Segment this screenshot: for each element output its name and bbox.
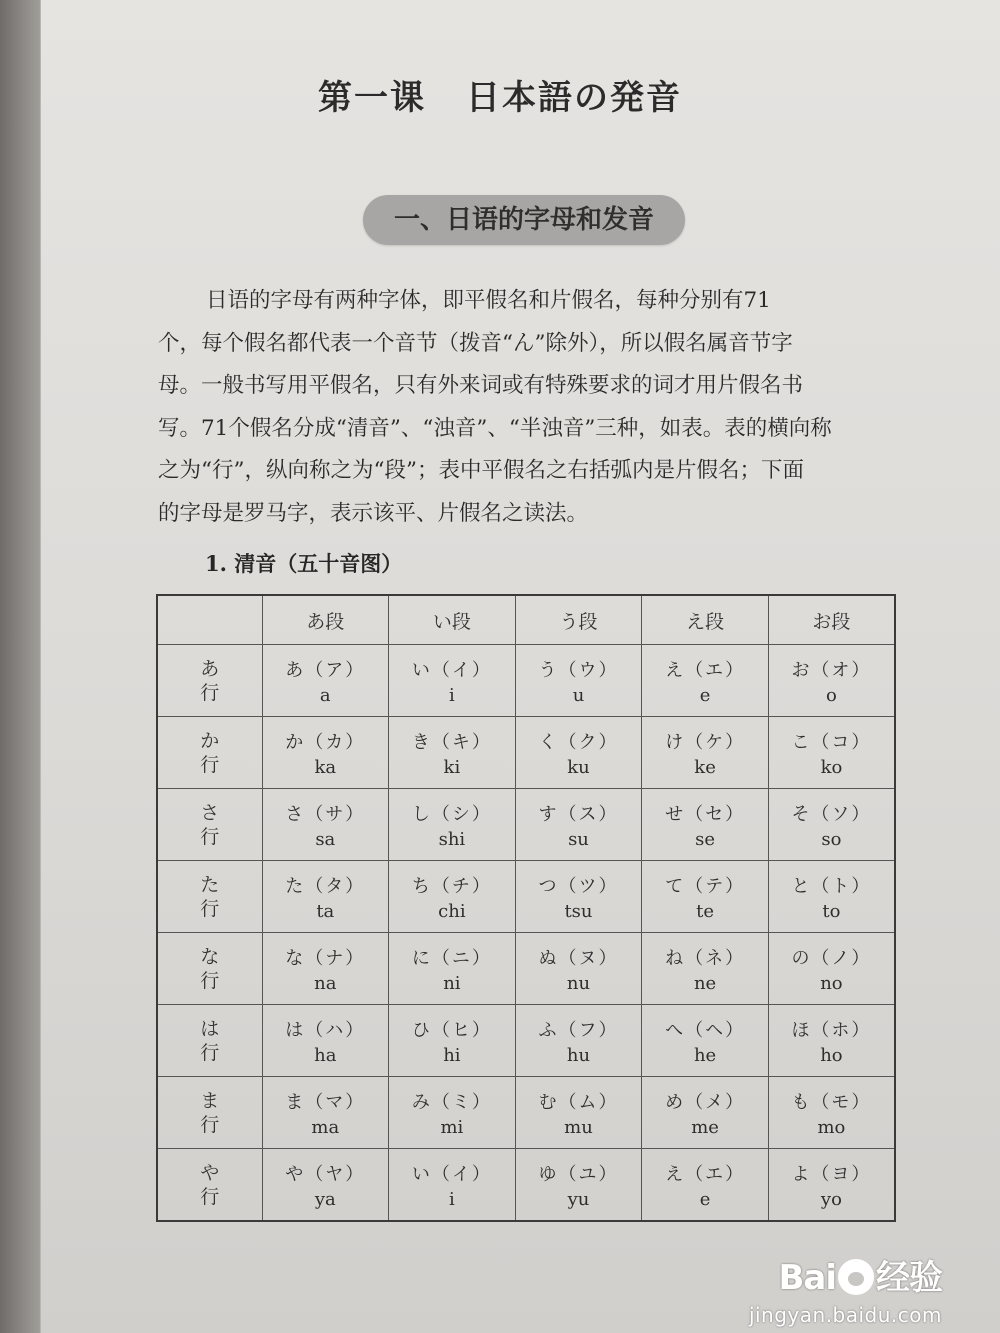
- kana-cell: [389, 1077, 516, 1149]
- kana-cell: [515, 1005, 642, 1077]
- kana-text: に（ニ）: [411, 947, 492, 969]
- kana-cell: [389, 645, 516, 717]
- romaji-text: e: [699, 1188, 711, 1210]
- kana-text: さ（サ）: [285, 803, 366, 825]
- column-header: う段: [515, 595, 642, 645]
- kana-cell: [642, 1005, 769, 1077]
- kana-cell: [642, 1149, 769, 1222]
- kana-cell: [262, 717, 389, 789]
- row-label-char: は: [200, 1017, 220, 1040]
- section-heading: 一、日语的字母和发音: [363, 195, 685, 245]
- kana-text: け（ケ）: [665, 731, 746, 753]
- paragraph-line: 个，每个假名都代表一个音节（拨音“ん”除外），所以假名属音节字: [158, 330, 793, 356]
- kana-text: う（ウ）: [538, 659, 619, 681]
- row-label-char: 行: [200, 1185, 220, 1208]
- kana-cell: [642, 645, 769, 717]
- kana-cell: [262, 1077, 389, 1149]
- kana-text: ほ（ホ）: [791, 1019, 872, 1041]
- kana-cell: [389, 861, 516, 933]
- row-label-char: 行: [200, 897, 220, 920]
- row-label: [157, 717, 262, 789]
- kana-cell: [768, 1077, 895, 1149]
- kana-text: そ（ソ）: [791, 803, 872, 825]
- table-row: [157, 717, 895, 789]
- romaji-text: mi: [440, 1116, 464, 1138]
- kana-cell: [389, 789, 516, 861]
- kana-cell: [768, 1005, 895, 1077]
- kana-cell: [389, 1149, 516, 1222]
- kana-cell: [642, 933, 769, 1005]
- kana-cell: [515, 717, 642, 789]
- gojuon-table: [156, 594, 896, 1222]
- romaji-text: i: [449, 1188, 455, 1210]
- kana-text: ひ（ヒ）: [411, 1019, 492, 1041]
- kana-cell: [389, 933, 516, 1005]
- romaji-text: se: [695, 828, 716, 850]
- row-label-char: や: [200, 1161, 220, 1184]
- kana-cell: [262, 861, 389, 933]
- romaji-text: me: [691, 1116, 719, 1138]
- romaji-text: te: [696, 900, 715, 922]
- romaji-text: ku: [567, 756, 590, 778]
- column-header: い段: [389, 595, 516, 645]
- kana-cell: [262, 789, 389, 861]
- paw-icon: [838, 1259, 874, 1295]
- corner-cell: [157, 595, 262, 645]
- kana-text: め（メ）: [665, 1091, 746, 1113]
- romaji-text: hi: [443, 1044, 461, 1066]
- romaji-text: e: [699, 684, 711, 706]
- kana-text: の（ノ）: [791, 947, 872, 969]
- kana-text: や（ヤ）: [285, 1163, 366, 1185]
- column-header: え段: [642, 595, 769, 645]
- kana-cell: [642, 1077, 769, 1149]
- kana-cell: [515, 789, 642, 861]
- romaji-text: ni: [443, 972, 461, 994]
- kana-cell: [642, 717, 769, 789]
- kana-text: き（キ）: [411, 731, 492, 753]
- kana-cell: [515, 861, 642, 933]
- kana-cell: [768, 645, 895, 717]
- kana-cell: [262, 933, 389, 1005]
- watermark-brand-left: Bai: [778, 1258, 836, 1298]
- romaji-text: shi: [438, 828, 466, 850]
- lesson-topic: 日本語の発音: [466, 78, 682, 118]
- romaji-text: hu: [566, 1044, 591, 1066]
- kana-cell: [768, 789, 895, 861]
- lesson-title: [0, 70, 1000, 119]
- kana-text: ふ（フ）: [538, 1019, 619, 1041]
- kana-text: と（ト）: [791, 875, 872, 897]
- romaji-text: he: [693, 1044, 717, 1066]
- row-label: [157, 789, 262, 861]
- kana-cell: [515, 645, 642, 717]
- row-label: [157, 1077, 262, 1149]
- kana-text: し（シ）: [411, 803, 492, 825]
- kana-cell: [515, 1077, 642, 1149]
- row-label: [157, 1149, 262, 1222]
- row-label: [157, 645, 262, 717]
- kana-cell: [515, 933, 642, 1005]
- baidu-jingyan-watermark: [749, 1250, 942, 1327]
- kana-text: み（ミ）: [411, 1091, 492, 1113]
- row-label-char: ま: [200, 1089, 220, 1112]
- kana-cell: [262, 1149, 389, 1222]
- romaji-text: to: [822, 900, 841, 922]
- kana-cell: [389, 717, 516, 789]
- table-row: [157, 1149, 895, 1222]
- romaji-text: o: [826, 684, 837, 706]
- row-label-char: な: [200, 945, 220, 968]
- table-row: [157, 933, 895, 1005]
- romaji-text: ne: [693, 972, 717, 994]
- kana-text: な（ナ）: [285, 947, 366, 969]
- romaji-text: ha: [314, 1044, 337, 1066]
- romaji-text: yu: [567, 1188, 590, 1210]
- kana-cell: [262, 645, 389, 717]
- kana-cell: [768, 1149, 895, 1222]
- romaji-text: ka: [314, 756, 337, 778]
- romaji-text: no: [820, 972, 843, 994]
- table-row: [157, 1005, 895, 1077]
- kana-text: も（モ）: [791, 1091, 872, 1113]
- romaji-text: nu: [566, 972, 591, 994]
- row-label: [157, 933, 262, 1005]
- table-body: [157, 645, 895, 1222]
- column-header: お段: [768, 595, 895, 645]
- romaji-text: i: [449, 684, 455, 706]
- kana-text: あ（ア）: [285, 659, 366, 681]
- kana-cell: [642, 861, 769, 933]
- kana-cell: [768, 717, 895, 789]
- paragraph-line: 母。一般书写用平假名，只有外来词或有特殊要求的词才用片假名书: [158, 373, 804, 398]
- kana-cell: [262, 1005, 389, 1077]
- kana-cell: [768, 861, 895, 933]
- kana-text: ち（チ）: [411, 875, 492, 897]
- romaji-text: sa: [315, 828, 336, 850]
- romaji-text: ya: [314, 1188, 336, 1210]
- kana-text: た（タ）: [285, 875, 366, 897]
- paragraph-line: 之为“行”，纵向称之为“段”；表中平假名之右括弧内是片假名；下面: [158, 458, 804, 483]
- kana-text: む（ム）: [538, 1091, 619, 1113]
- row-label-char: あ: [200, 657, 220, 680]
- paragraph-line: 日语的字母有两种字体，即平假名和片假名，每种分别有71: [206, 288, 771, 313]
- paragraph-line: 的字母是罗马字，表示该平、片假名之读法。: [158, 500, 589, 526]
- paragraph-line: 写。71个假名分成“清音”、“浊音”、“半浊音”三种，如表。表的横向称: [158, 415, 832, 441]
- row-label-char: 行: [200, 969, 220, 992]
- table-header-row: [157, 595, 895, 645]
- kana-cell: [515, 1149, 642, 1222]
- kana-text: い（イ）: [411, 659, 492, 681]
- kana-text: か（カ）: [285, 731, 366, 753]
- book-spine-shadow: [0, 0, 40, 1333]
- kana-text: す（ス）: [538, 803, 619, 825]
- table-row: [157, 789, 895, 861]
- romaji-text: u: [572, 684, 585, 706]
- subheading: 1. 清音（五十音图）: [205, 551, 403, 576]
- column-header: あ段: [262, 595, 389, 645]
- row-label-char: 行: [200, 1041, 220, 1064]
- row-label-char: さ: [200, 801, 220, 824]
- table-row: [157, 1077, 895, 1149]
- row-label-char: か: [200, 729, 220, 752]
- kana-text: よ（ヨ）: [791, 1163, 872, 1185]
- kana-text: つ（ツ）: [538, 875, 619, 897]
- watermark-logo: [749, 1250, 942, 1299]
- romaji-text: su: [568, 828, 589, 850]
- romaji-text: ko: [820, 756, 843, 778]
- romaji-text: ho: [820, 1044, 843, 1066]
- romaji-text: ki: [443, 756, 461, 778]
- romaji-text: ke: [694, 756, 716, 778]
- romaji-text: so: [821, 828, 842, 850]
- romaji-text: tsu: [564, 900, 593, 922]
- row-label: [157, 861, 262, 933]
- romaji-text: ta: [316, 900, 335, 922]
- row-label-char: 行: [200, 1113, 220, 1136]
- watermark-brand-right: 经验: [876, 1258, 942, 1298]
- row-label: [157, 1005, 262, 1077]
- romaji-text: mo: [817, 1116, 846, 1138]
- kana-text: え（エ）: [665, 1163, 746, 1185]
- table-row: [157, 645, 895, 717]
- kana-text: せ（セ）: [665, 803, 746, 825]
- kana-cell: [768, 933, 895, 1005]
- romaji-text: mu: [564, 1116, 593, 1138]
- kana-text: ね（ネ）: [665, 947, 746, 969]
- kana-cell: [389, 1005, 516, 1077]
- row-label-char: 行: [200, 825, 220, 848]
- kana-text: て（テ）: [665, 875, 746, 897]
- watermark-url: jingyan.baidu.com: [748, 1303, 942, 1327]
- romaji-text: ma: [311, 1116, 340, 1138]
- kana-text: い（イ）: [411, 1163, 492, 1185]
- row-label-char: 行: [200, 681, 220, 704]
- kana-cell: [642, 789, 769, 861]
- kana-text: ま（マ）: [285, 1091, 366, 1113]
- kana-text: は（ハ）: [285, 1019, 366, 1041]
- romaji-text: chi: [438, 900, 466, 922]
- table-row: [157, 861, 895, 933]
- kana-text: え（エ）: [665, 659, 746, 681]
- row-label-char: た: [200, 873, 220, 896]
- kana-text: ゆ（ユ）: [538, 1163, 619, 1185]
- kana-text: こ（コ）: [791, 731, 872, 753]
- kana-text: ぬ（ヌ）: [538, 947, 619, 969]
- row-label-char: 行: [200, 753, 220, 776]
- kana-text: へ（ヘ）: [665, 1019, 746, 1041]
- romaji-text: a: [319, 684, 331, 706]
- romaji-text: na: [314, 972, 337, 994]
- lesson-number: 第一课: [318, 78, 426, 118]
- kana-text: お（オ）: [791, 659, 872, 681]
- kana-text: く（ク）: [538, 731, 619, 753]
- romaji-text: yo: [820, 1188, 842, 1210]
- intro-paragraph: [158, 280, 893, 535]
